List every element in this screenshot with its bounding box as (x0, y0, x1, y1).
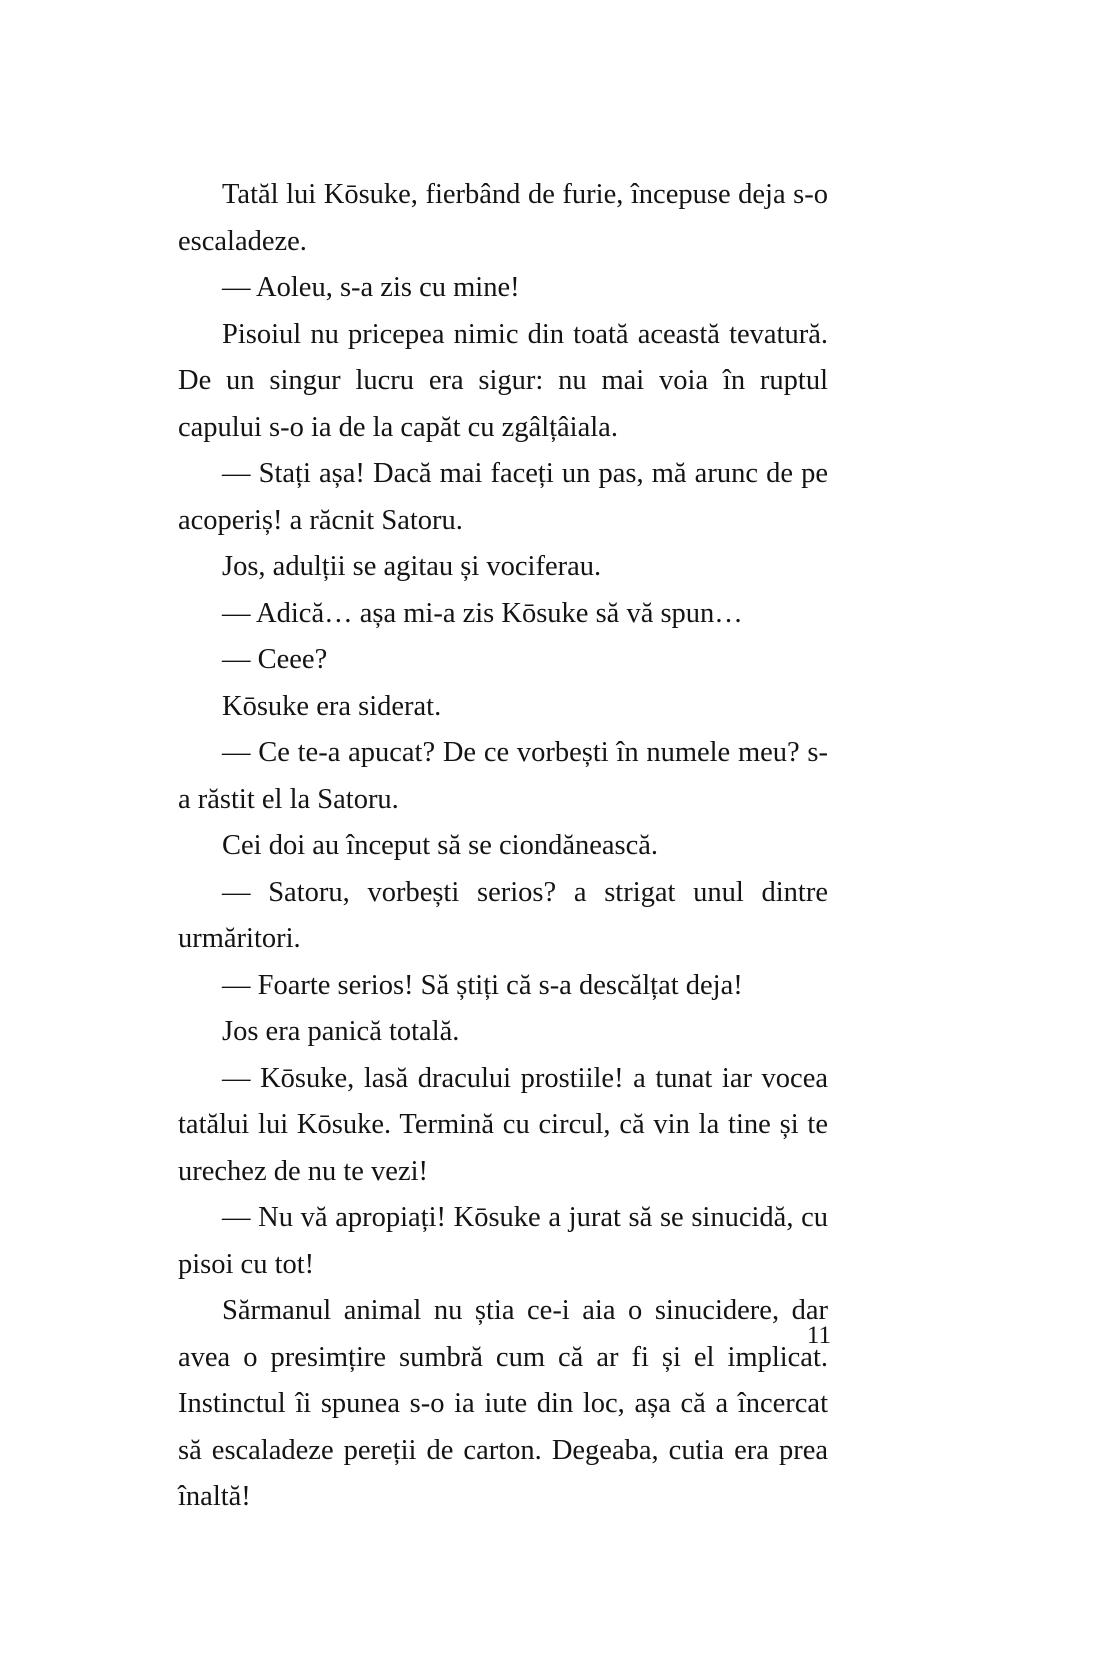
paragraph: Kōsuke era siderat. (222, 690, 442, 722)
body-text (178, 172, 828, 1521)
paragraph: — Aoleu, s-a zis cu mine! (222, 272, 520, 303)
paragraph: Sărmanul animal nu știa ce-i aia o sinucidere, dar avea o presimțire sumbră cum că ar fi și el implicat. Instinctul îi spunea s-o ia iute din loc, așa că a încercat să escaladeze pereții de carton. Degeaba, cutia era prea înaltă! (178, 1295, 828, 1512)
paragraph: — Ce te-a apucat? De ce vorbești în numele meu? s-a răstit el la Satoru. (178, 737, 828, 815)
page-number: 11 (806, 1322, 831, 1349)
paragraph: — Foarte serios! Să știți că s-a descălțat deja! (222, 969, 743, 1001)
paragraph: Jos, adulții se agitau și vociferau. (222, 551, 602, 582)
paragraph: Pisoiul nu pricepea nimic din toată această tevatură. De un singur lucru era sigur: nu mai voia în ruptul capului s-o ia de la capăt cu zgâlțâiala. (178, 318, 828, 443)
paragraph: Tatăl lui Kōsuke, fierbând de furie, începuse deja s-o escaladeze. (178, 179, 828, 257)
paragraph: — Kōsuke, lasă dracului prostiile! a tunat iar vocea tatălui lui Kōsuke. Termină cu circul, că vin la tine și te urechez de nu te vezi! (178, 1062, 828, 1187)
paragraph: Cei doi au început să se ciondănească. (222, 830, 659, 861)
paragraph: — Stați așa! Dacă mai faceți un pas, mă arunc de pe acoperiș! a răcnit Satoru. (178, 458, 828, 536)
paragraph: — Nu vă apropiați! Kōsuke a jurat să se sinucidă, cu pisoi cu tot! (178, 1202, 828, 1280)
paragraph: — Ceee? (222, 644, 328, 675)
paragraph: — Adică… așa mi-a zis Kōsuke să vă spun… (222, 597, 743, 629)
paragraph: — Satoru, vorbești serios? a strigat unul dintre urmăritori. (178, 876, 828, 954)
paragraph: Jos era panică totală. (222, 1016, 460, 1047)
